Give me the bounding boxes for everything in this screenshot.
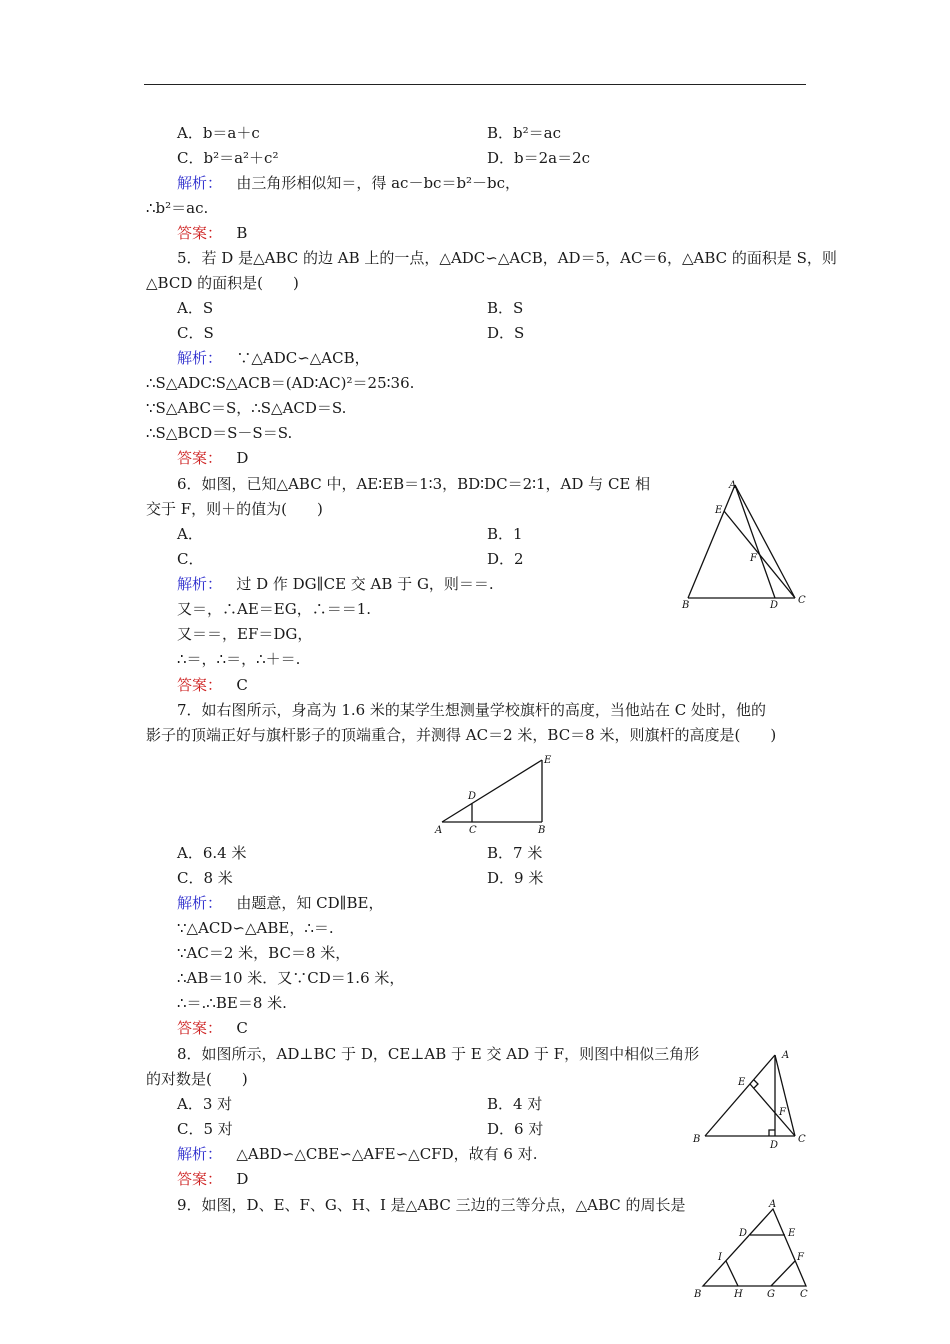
q8-option-b: B．4 对	[487, 1095, 543, 1113]
q8-label-a: A	[782, 1050, 790, 1061]
q8-label-f: F	[779, 1107, 786, 1118]
q8-triangle-figure	[685, 1045, 810, 1155]
q5-solution-text: ∵△ADC∽△ACB，	[236, 349, 370, 367]
q8-label-c: C	[798, 1134, 806, 1145]
q6-answer-value: C	[236, 676, 248, 694]
q6-side-ac	[735, 485, 795, 598]
solution-label: 解析：	[177, 1145, 223, 1163]
q6-label-b: B	[682, 600, 690, 611]
q7-option-c: C．8 米	[177, 869, 233, 887]
q9-label-a: A	[769, 1199, 777, 1210]
answer-label: 答案：	[177, 1019, 223, 1037]
q5-option-d: D．S	[487, 324, 525, 342]
q5-stem-line-1: 5．若 D 是△ABC 的边 AB 上的一点，△ADC∽△ACB，AD＝5，AC＝6，△ABC 的面积是 S，则	[177, 249, 837, 267]
q5-solution-line-4: ∴S△BCD＝S－S＝S.	[146, 424, 293, 442]
q7-stem-line-2: 影子的顶端正好与旗杆影子的顶端重合，并测得 AC＝2 米，BC＝8 米，则旗杆的高度是( )	[146, 726, 777, 744]
q7-label-b: B	[538, 825, 546, 836]
q9-label-f: F	[797, 1252, 804, 1263]
q5-answer	[177, 448, 248, 468]
answer-label: 答案：	[177, 676, 223, 694]
q5-stem-line-2: △BCD 的面积是( )	[146, 274, 299, 292]
q4-solution-line-1	[177, 173, 520, 193]
q8-label-b: B	[693, 1134, 701, 1145]
q7-label-c: C	[469, 825, 477, 836]
q6-label-c: C	[798, 595, 806, 606]
q5-option-c: C．S	[177, 324, 214, 342]
q4-option-a: A．b＝a＋c	[177, 124, 260, 142]
q6-segment-ce	[724, 511, 795, 598]
q9-segment-fg	[771, 1261, 795, 1286]
q7-option-a: A．6.4 米	[177, 844, 247, 862]
q7-answer-value: C	[236, 1019, 248, 1037]
q8-option-c: C．5 对	[177, 1120, 233, 1138]
q4-solution-line-2: ∴b²＝ac.	[146, 199, 209, 217]
q7-solution-line-4: ∴AB＝10 米．又∵CD＝1.6 米，	[177, 969, 405, 987]
q6-option-b: B．1	[487, 525, 523, 543]
q9-label-i: I	[718, 1252, 722, 1263]
q8-option-d: D．6 对	[487, 1120, 544, 1138]
solution-label: 解析：	[177, 575, 223, 593]
q4-option-c: C．b²＝a²＋c²	[177, 149, 279, 167]
q8-side-ab	[705, 1055, 775, 1136]
q6-solution-line-1	[177, 574, 494, 594]
answer-label: 答案：	[177, 1170, 223, 1188]
q6-label-d: D	[770, 600, 779, 611]
q4-option-d: D．b＝2a＝2c	[487, 149, 591, 167]
q8-right-angle-e	[754, 1080, 758, 1088]
q4-solution-text: 由三角形相似知＝，得 ac－bc＝b²－bc，	[236, 174, 521, 192]
q6-triangle-figure	[675, 475, 810, 615]
q9-triangle-figure	[688, 1198, 813, 1302]
q4-option-b: B．b²＝ac	[487, 124, 561, 142]
q8-right-angle-d	[769, 1130, 775, 1136]
q7-stem-line-1: 7．如右图所示，身高为 1.6 米的某学生想测量学校旗杆的高度，当他站在 C 处时，他的	[177, 701, 766, 719]
q7-answer	[177, 1018, 248, 1038]
q6-option-d: D．2	[487, 550, 524, 568]
q5-solution-line-1	[177, 348, 370, 368]
answer-label: 答案：	[177, 224, 223, 242]
q7-line-ae	[442, 760, 542, 822]
q6-option-c: C．	[177, 550, 204, 568]
solution-label: 解析：	[177, 349, 223, 367]
solution-label: 解析：	[177, 894, 223, 912]
q7-solution-line-1	[177, 893, 384, 913]
q5-solution-line-3: ∵S△ABC＝S，∴S△ACD＝S.	[146, 399, 347, 417]
q5-option-a: A．S	[177, 299, 214, 317]
q6-side-ab	[688, 485, 735, 598]
q6-stem-line-1: 6．如图，已知△ABC 中，AE∶EB＝1∶3，BD∶DC＝2∶1，AD 与 CE 相	[177, 475, 651, 493]
q8-label-d: D	[770, 1140, 779, 1151]
q7-flagpole-figure	[430, 752, 560, 838]
q9-triangle-abc	[703, 1209, 806, 1286]
q6-solution-text: 过 D 作 DG∥CE 交 AB 于 G，则＝＝.	[236, 575, 494, 593]
q8-solution-line-1	[177, 1144, 537, 1164]
q9-label-g: G	[767, 1289, 775, 1300]
q4-answer-value: B	[236, 224, 248, 242]
q9-label-e: E	[788, 1228, 796, 1239]
q8-answer	[177, 1169, 248, 1189]
q6-stem-line-2: 交于 F，则＋的值为( )	[146, 500, 323, 518]
q4-answer	[177, 223, 247, 243]
q5-option-b: B．S	[487, 299, 524, 317]
q7-solution-line-2: ∵△ACD∽△ABE，∴＝.	[177, 919, 334, 937]
q7-label-d: D	[468, 791, 477, 802]
q6-label-a: A	[729, 480, 737, 491]
q9-label-d: D	[739, 1228, 748, 1239]
q9-label-b: B	[694, 1289, 702, 1300]
q8-stem-line-2: 的对数是( )	[146, 1070, 248, 1088]
q6-option-a: A．	[177, 525, 203, 543]
solution-label: 解析：	[177, 174, 223, 192]
q6-answer	[177, 675, 248, 695]
q6-solution-line-4: ∴＝，∴＝，∴＋＝.	[177, 650, 301, 668]
q8-stem-line-1: 8．如图所示，AD⊥BC 于 D，CE⊥AB 于 E 交 AD 于 F，则图中相似三角形	[177, 1045, 700, 1063]
q7-solution-text: 由题意，知 CD∥BE，	[236, 894, 384, 912]
q6-label-e: E	[715, 505, 723, 516]
q9-stem-line-1: 9．如图，D、E、F、G、H、I 是△ABC 三边的三等分点，△ABC 的周长是	[177, 1196, 686, 1214]
answer-label: 答案：	[177, 449, 223, 467]
q6-solution-line-3: 又＝＝，EF＝DG，	[177, 625, 313, 643]
q7-option-b: B．7 米	[487, 844, 543, 862]
q5-answer-value: D	[236, 449, 249, 467]
q7-option-d: D．9 米	[487, 869, 544, 887]
q6-segment-ad	[735, 485, 775, 598]
q7-label-a: A	[435, 825, 443, 836]
q8-option-a: A．3 对	[177, 1095, 233, 1113]
q7-label-e: E	[544, 755, 552, 766]
q6-solution-line-2: 又＝，∴AE＝EG，∴＝＝1.	[177, 600, 372, 618]
q8-label-e: E	[738, 1077, 746, 1088]
q7-solution-line-3: ∵AC＝2 米，BC＝8 米，	[177, 944, 351, 962]
q9-label-c: C	[800, 1289, 808, 1300]
q7-solution-line-5: ∴＝.∴BE＝8 米.	[177, 994, 287, 1012]
q9-segment-ih	[726, 1261, 738, 1286]
q8-answer-value: D	[236, 1170, 249, 1188]
header-rule	[144, 84, 806, 85]
q5-solution-line-2: ∴S△ADC∶S△ACB＝(AD∶AC)²＝25∶36.	[146, 374, 415, 392]
q8-solution-text: △ABD∽△CBE∽△AFE∽△CFD，故有 6 对.	[236, 1145, 538, 1163]
q9-label-h: H	[734, 1289, 743, 1300]
q6-label-f: F	[750, 553, 757, 564]
